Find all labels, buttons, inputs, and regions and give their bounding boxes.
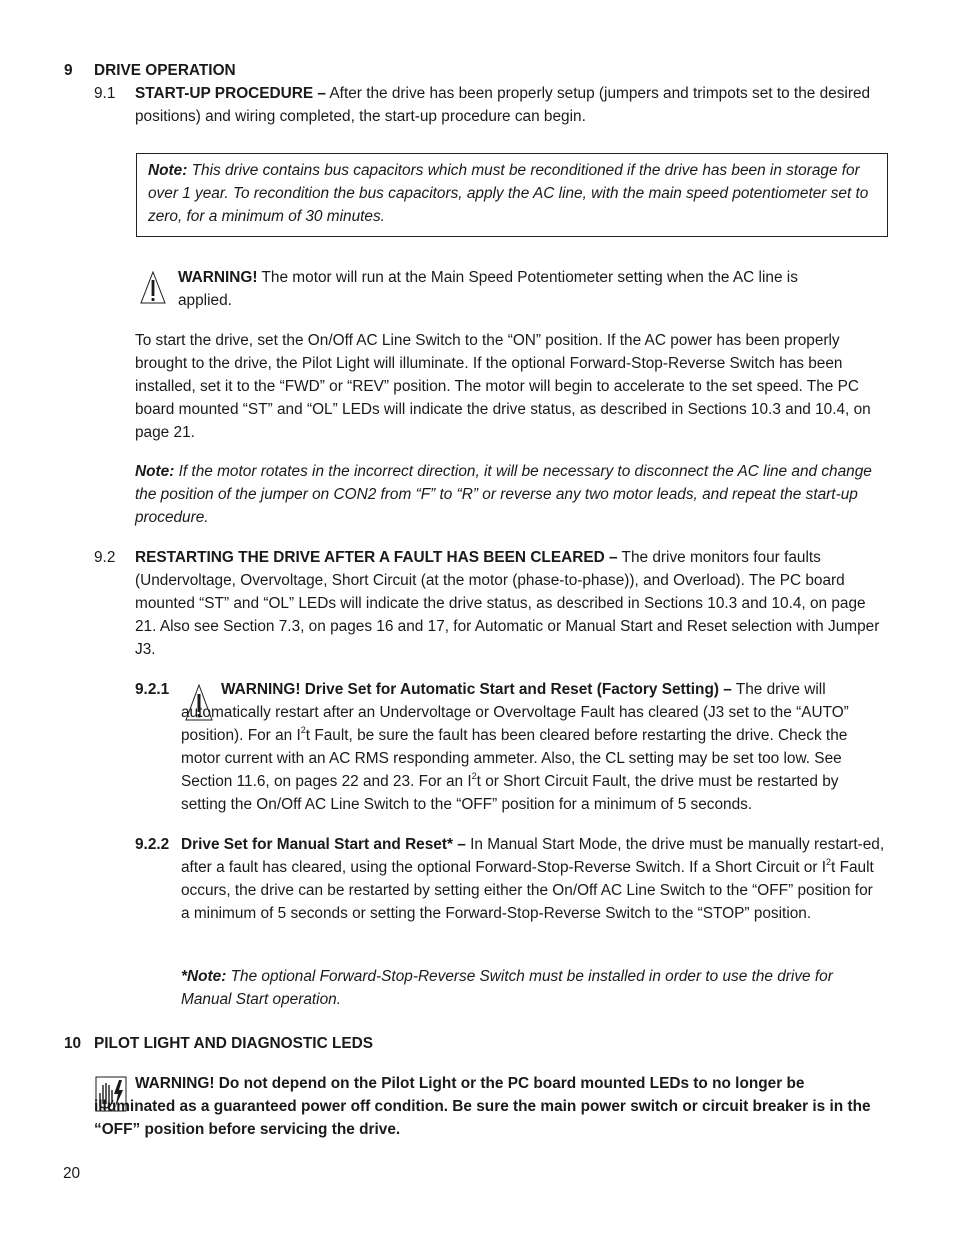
section-10-title: PILOT LIGHT AND DIAGNOSTIC LEDS — [94, 1035, 374, 1052]
subsection-heading: Drive Set for Manual Start and Reset* – — [181, 836, 466, 853]
subsection-9-2-number: 9.2 — [94, 549, 116, 566]
warning-triangle-icon — [139, 270, 167, 306]
note-2-text — [135, 460, 875, 529]
warning-1-text — [178, 266, 810, 312]
body-text-b: t Fault, be sure the fault has been cleared before restarting the drive. Check the motor current with an AC RMS responding ammeter. Also, the CL setting may be set too low. See Section 11.6, on pages 22 and 23. For an I — [181, 727, 848, 790]
warning-body: The motor will run at the Main Speed Potentiometer setting when the AC line is applied. — [178, 269, 798, 309]
superscript: 2 — [471, 770, 477, 781]
superscript: 2 — [826, 856, 832, 867]
subsection-9-1-text — [135, 82, 885, 128]
subsection-9-2-2-number: 9.2.2 — [135, 836, 170, 853]
subsection-9-2-text — [135, 546, 887, 661]
body-text-a: The drive will automatically restart after an Undervoltage or Overvoltage Fault has cleared (J3 set to the “AUTO” position). For an I — [181, 681, 849, 744]
subsection-heading: START-UP PROCEDURE – — [135, 85, 326, 102]
note-body: If the motor rotates in the incorrect direction, it will be necessary to disconnect the AC line and change the position of the jumper on CON2 from “F” to “R” or reverse any two motor leads, and repeat the start-up procedure. — [135, 463, 872, 526]
note-label: Note: — [135, 463, 175, 480]
warning-label: WARNING! — [178, 269, 258, 286]
note-body: The optional Forward-Stop-Reverse Switch must be installed in order to use the drive for Manual Start operation. — [181, 968, 833, 1008]
body-text-a: In Manual Start Mode, the drive must be manually restart-ed, after a fault has cleared, using the optional Forward-Stop-Reverse Switch. If a Short Circuit or I — [181, 836, 885, 876]
body-text-c: t or Short Circuit Fault, the drive must be restarted by setting the On/Off AC Line Switch to the “OFF” position for a minimum of 5 seconds. — [181, 773, 839, 813]
subsection-9-2-1-number: 9.2.1 — [135, 681, 170, 698]
page-number: 20 — [63, 1165, 81, 1182]
subsection-9-1-number: 9.1 — [94, 85, 116, 102]
section-9-heading — [64, 59, 73, 82]
subsection-heading: RESTARTING THE DRIVE AFTER A FAULT HAS BEEN CLEARED – — [135, 549, 618, 566]
body-text: After the drive has been properly setup (jumpers and trimpots set to the desired positions) and wiring completed, the start-up procedure can begin. — [135, 85, 871, 125]
section-10-number: 10 — [64, 1035, 82, 1052]
note-body: This drive contains bus capacitors which must be reconditioned if the drive has been in storage for over 1 year. To recondition the bus capacitors, apply the AC line, with the main speed potentiometer set to zero, for a minimum of 30 minutes. — [148, 162, 869, 225]
note-box-text — [148, 159, 876, 228]
section-10-warning: WARNING! Do not depend on the Pilot Light or the PC board mounted LEDs to no longer be illuminated as a guaranteed power off condition. Be sure the main power switch or circuit breaker is in the “OFF” position before servicing the drive. — [94, 1075, 871, 1138]
note-label: Note: — [148, 162, 188, 179]
body-text: The drive monitors four faults (Undervoltage, Overvoltage, Short Circuit (at the motor (phase-to-phase)), and Overload). The PC board mounted “ST” and “OL” LEDs will indicate the drive status, as described in Sections 10.3 and 10.4, on page 21. Also see Section 7.3, on pages 16 and 17, for Automatic or Manual Start and Reset selection with Jumper J3. — [135, 549, 880, 658]
start-instructions-paragraph: To start the drive, set the On/Off AC Line Switch to the “ON” position. If the AC power has been properly brought to the drive, the Pilot Light will illuminate. If the optional Forward-Stop-Reverse Switch has been installed, set it to the “FWD” or “REV” position. The motor will begin to accelerate to the set speed. The PC board mounted “ST” and “OL” LEDs will indicate the drive status, as described in Sections 10.3 and 10.4, on page 21. — [135, 332, 871, 441]
subsection-9-2-2-text — [181, 833, 885, 925]
subsection-heading: WARNING! Drive Set for Automatic Start and Reset (Factory Setting) – — [221, 681, 732, 698]
subsection-9-2-1-text — [181, 678, 885, 816]
section-number: 9 — [64, 62, 73, 79]
note-3-text — [181, 965, 871, 1011]
body-text-b: t Fault occurs, the drive can be restarted by setting either the On/Off AC Line Switch to the “OFF” position for a minimum of 5 seconds or setting the Forward-Stop-Reverse Switch to the “STOP” position. — [181, 859, 874, 922]
superscript: 2 — [300, 724, 306, 735]
note-box — [136, 153, 888, 237]
note-label: *Note: — [181, 968, 227, 985]
section-9-title: DRIVE OPERATION — [94, 62, 236, 79]
